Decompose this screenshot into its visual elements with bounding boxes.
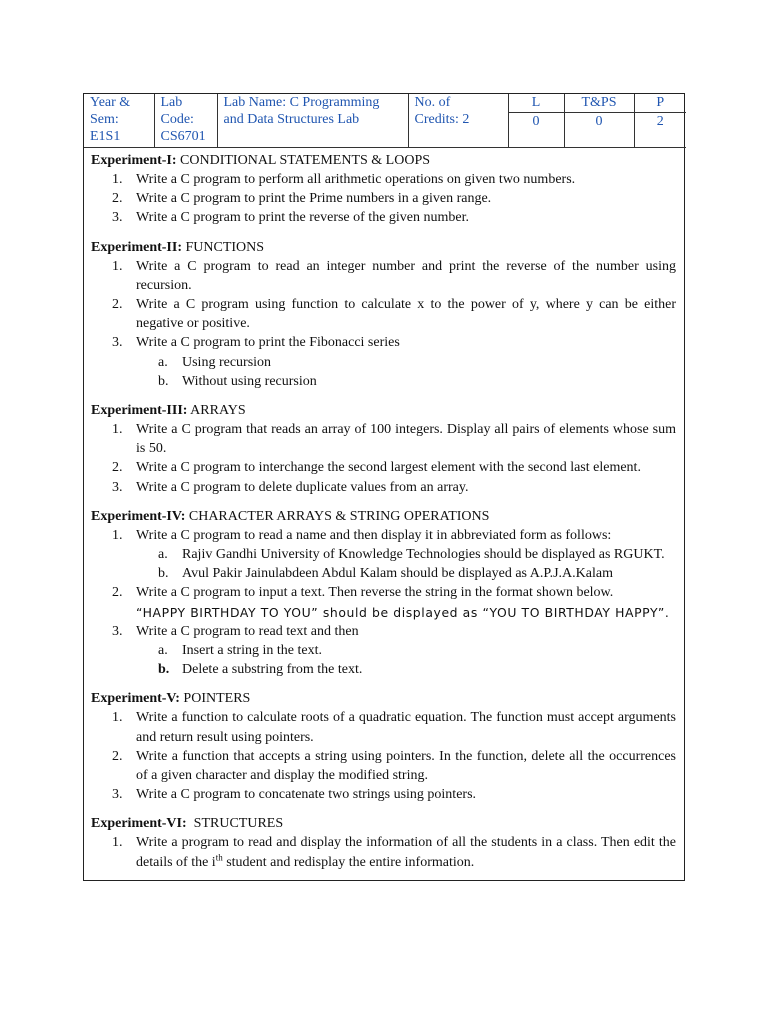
list-item: 3. Write a C program to read text and then a. Insert a string in the text. b. Delete a substring from the text.: [91, 622, 676, 680]
experiment-section: [91, 151, 676, 228]
experiment-label: Experiment-V:: [91, 691, 180, 707]
example-string: “HAPPY BIRTHDAY TO YOU” should be displayed as “YOU TO BIRTHDAY HAPPY”.: [136, 604, 670, 620]
list-item: 3. Write a C program to print the Fibonacci series a. Using recursion b. Without using recursion: [91, 333, 676, 391]
p-value: 2: [634, 113, 686, 148]
list-item: 1. Write a function to calculate roots of a quadratic equation. The function must accept arguments and return result using pointers.: [112, 710, 676, 745]
list-item: 1. Write a program to read and display the information of all the students in a class. Then edit the details of the $i^{th}$ student and redisplay the entire information.: [112, 835, 676, 870]
experiment-label: Experiment-III:: [91, 403, 188, 419]
year-sem-line-1: Year &: [90, 95, 131, 110]
experiment-section: [91, 401, 676, 497]
experiment-heading: [91, 238, 676, 257]
sub-list-item: b. Without using recursion: [158, 373, 317, 389]
lab-name-cell: [217, 94, 408, 148]
experiment-section: [91, 238, 676, 391]
experiment-heading: [91, 151, 676, 170]
experiment-label: Experiment-VI:: [91, 816, 187, 832]
experiment-title: ARRAYS: [187, 403, 246, 419]
experiment-title: POINTERS: [179, 691, 251, 707]
experiment-section: [91, 507, 676, 680]
lab-name-line-2: and Data Structures Lab: [223, 112, 360, 127]
experiment-heading: [91, 689, 676, 708]
list-item: 2. Write a C program to interchange the second largest element with the second last element.: [112, 460, 641, 476]
experiment-section: [91, 814, 676, 871]
experiment-label: Experiment-I:: [91, 153, 177, 168]
l-label: L: [508, 94, 564, 113]
lab-code-line-1: Lab: [160, 95, 183, 110]
sub-list-item: a. Rajiv Gandhi University of Knowledge Technologies should be displayed as RGUKT.: [158, 547, 665, 563]
year-sem-line-3: E1S1: [90, 129, 121, 144]
superscript: th: [215, 852, 223, 863]
credits-line-2: Credits: 2: [414, 112, 470, 127]
experiment-heading: [91, 401, 676, 420]
experiment-title: CONDITIONAL STATEMENTS & LOOPS: [176, 153, 431, 168]
experiment-label: Experiment-II:: [91, 239, 182, 255]
list-item: 2. Write a C program using function to calculate x to the power of y, where y can be either negative or positive.: [112, 297, 676, 332]
experiment-heading: [91, 814, 676, 833]
tps-label: T&PS: [564, 94, 634, 113]
experiment-title: FUNCTIONS: [182, 239, 265, 255]
sub-list-item: a. Insert a string in the text.: [158, 643, 322, 659]
list-item: 1. Write a C program that reads an array of 100 integers. Display all pairs of elements whose sum is 50.: [112, 422, 676, 457]
list-item: 2. Write a C program to input a text. Then reverse the string in the format shown below. “HAPPY BIRTHDAY TO YOU” should be displayed as “YOU TO BIRTHDAY HAPPY”.: [91, 583, 676, 621]
experiment-title: STRUCTURES: [186, 816, 284, 832]
sub-list-item: a. Using recursion: [158, 354, 272, 370]
sub-list-item: b. Avul Pakir Jainulabdeen Abdul Kalam should be displayed as A.P.J.A.Kalam: [158, 566, 613, 582]
lab-code-line-2: Code:: [160, 112, 194, 127]
list-item: 3. Write a C program to concatenate two strings using pointers.: [112, 787, 477, 803]
year-sem-cell: [84, 94, 154, 148]
sub-list-item: b. Delete a substring from the text.: [158, 662, 363, 678]
list-item: 3. Write a C program to delete duplicate values from an array.: [112, 479, 469, 495]
tps-value: 0: [564, 113, 634, 148]
credits-line-1: No. of: [414, 95, 451, 110]
list-item: 2. Write a function that accepts a string using pointers. In the function, delete all the occurrences of a given character and display the modified string.: [112, 748, 676, 784]
experiment-label: Experiment-IV:: [91, 508, 186, 524]
experiment-heading: [91, 507, 676, 526]
list-item: 1. Write a C program to read a name and then display it in abbreviated form as follows: a. Rajiv Gandhi University of Knowledge Technologies should be displayed as RGUKT. b. Avul Pakir Jainulabdeen Abdul Kalam should be displayed as A.P.J.A.Kalam: [91, 526, 676, 584]
list-item: 3. Write a C program to print the reverse of the given number.: [112, 210, 469, 226]
l-value: 0: [508, 113, 564, 148]
experiment-title: CHARACTER ARRAYS & STRING OPERATIONS: [185, 508, 490, 524]
year-sem-line-2: Sem:: [90, 112, 119, 127]
list-item: 2. Write a C program to print the Prime numbers in a given range.: [112, 191, 492, 207]
list-item: 1. Write a C program to perform all arithmetic operations on given two numbers.: [112, 172, 576, 187]
experiment-section: [91, 689, 676, 804]
list-item: 1. Write a C program to read an integer number and print the reverse of the number using recursion.: [112, 258, 676, 293]
course-header-table: [84, 94, 686, 148]
syllabus-document: [83, 93, 685, 881]
experiments-list: [84, 148, 684, 880]
lab-name-line-1: Lab Name: C Programming: [223, 95, 380, 110]
p-label: P: [634, 94, 686, 113]
lab-code-line-3: CS6701: [160, 129, 206, 144]
lab-code-cell: [154, 94, 217, 148]
credits-cell: [408, 94, 508, 148]
